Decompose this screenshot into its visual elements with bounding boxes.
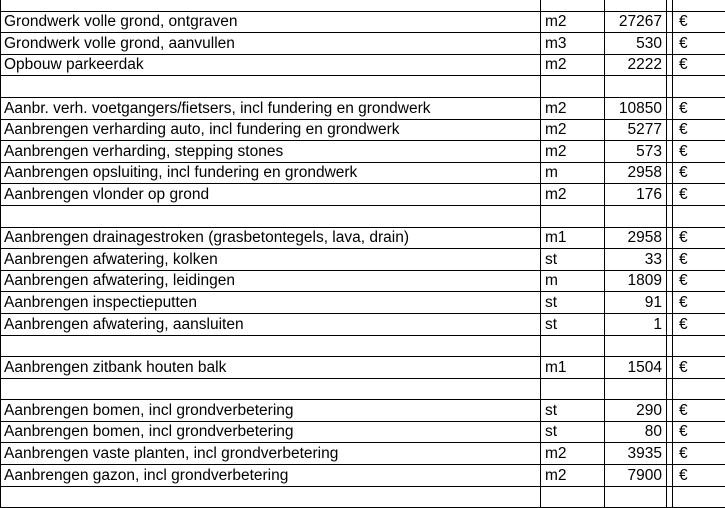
currency-cell: €	[673, 357, 725, 379]
currency-cell: €	[673, 270, 725, 292]
currency-cell	[673, 0, 725, 11]
currency-cell: €	[673, 184, 725, 206]
currency-cell: €	[673, 400, 725, 422]
description-cell: Aanbrengen vlonder op grond	[1, 184, 541, 206]
currency-cell: €	[673, 54, 725, 76]
table-row	[1, 421, 725, 443]
unit-cell: m2	[541, 443, 605, 465]
currency-cell: €	[673, 141, 725, 163]
quantity-cell: 5277	[605, 119, 667, 141]
unit-cell: m2	[541, 97, 605, 119]
description-cell: Aanbrengen verharding, stepping stones	[1, 141, 541, 163]
currency-cell: €	[673, 119, 725, 141]
table-row	[1, 270, 725, 292]
quantity-cell: 1	[605, 313, 667, 335]
description-cell	[1, 76, 541, 98]
unit-cell: m	[541, 270, 605, 292]
table-row	[1, 249, 725, 271]
unit-cell	[541, 76, 605, 98]
currency-cell: €	[673, 421, 725, 443]
unit-cell: m1	[541, 227, 605, 249]
description-cell: Opbouw parkeerdak	[1, 54, 541, 76]
table-row	[1, 119, 725, 141]
currency-cell	[673, 76, 725, 98]
description-cell	[1, 486, 541, 508]
unit-cell: st	[541, 292, 605, 314]
quantity-cell: 2958	[605, 162, 667, 184]
table-row	[1, 205, 725, 227]
description-cell: Aanbrengen zitbank houten balk	[1, 357, 541, 379]
table-row	[1, 97, 725, 119]
unit-cell: m1	[541, 357, 605, 379]
currency-cell: €	[673, 11, 725, 33]
unit-cell: m2	[541, 119, 605, 141]
table-row	[1, 357, 725, 379]
description-cell: Aanbrengen afwatering, kolken	[1, 249, 541, 271]
unit-cell: m2	[541, 465, 605, 487]
table-row	[1, 378, 725, 400]
unit-cell: st	[541, 421, 605, 443]
quantity-cell	[605, 486, 667, 508]
table-row	[1, 400, 725, 422]
description-cell	[1, 335, 541, 357]
description-cell: Aanbrengen bomen, incl grondverbetering	[1, 421, 541, 443]
description-cell: Aanbrengen afwatering, leidingen	[1, 270, 541, 292]
description-cell: Grondwerk volle grond, aanvullen	[1, 33, 541, 55]
quantity-cell: 2222	[605, 54, 667, 76]
description-cell: Aanbrengen opsluiting, incl fundering en grondwerk	[1, 162, 541, 184]
quantity-cell: 27267	[605, 11, 667, 33]
unit-cell: m3	[541, 33, 605, 55]
currency-cell	[673, 486, 725, 508]
unit-cell	[541, 378, 605, 400]
description-cell: Aanbrengen inspectieputten	[1, 292, 541, 314]
table-row	[1, 227, 725, 249]
quantity-cell: 2958	[605, 227, 667, 249]
table-row	[1, 335, 725, 357]
quantity-cell: 3935	[605, 443, 667, 465]
table-row	[1, 292, 725, 314]
table-row-top	[1, 0, 725, 11]
quantity-cell: 1504	[605, 357, 667, 379]
description-cell	[1, 205, 541, 227]
quantity-cell: 33	[605, 249, 667, 271]
table-row	[1, 33, 725, 55]
quantity-cell: 530	[605, 33, 667, 55]
description-cell: Aanbrengen afwatering, aansluiten	[1, 313, 541, 335]
table-row	[1, 486, 725, 508]
quantity-cell	[605, 0, 667, 11]
currency-cell: €	[673, 465, 725, 487]
quantity-cell	[605, 76, 667, 98]
unit-cell	[541, 335, 605, 357]
currency-cell: €	[673, 227, 725, 249]
table-row	[1, 76, 725, 98]
unit-cell: st	[541, 249, 605, 271]
quantity-cell: 10850	[605, 97, 667, 119]
table-row	[1, 141, 725, 163]
unit-cell	[541, 205, 605, 227]
unit-cell: st	[541, 313, 605, 335]
table-row	[1, 54, 725, 76]
currency-cell: €	[673, 162, 725, 184]
quantity-cell: 290	[605, 400, 667, 422]
unit-cell: m	[541, 162, 605, 184]
quantity-cell	[605, 335, 667, 357]
currency-cell	[673, 378, 725, 400]
description-cell: Aanbrengen gazon, incl grondverbetering	[1, 465, 541, 487]
unit-cell: m2	[541, 141, 605, 163]
quantity-cell	[605, 378, 667, 400]
description-cell	[1, 0, 541, 11]
table-row	[1, 162, 725, 184]
table-row	[1, 11, 725, 33]
unit-cell: st	[541, 400, 605, 422]
currency-cell: €	[673, 33, 725, 55]
description-cell	[1, 378, 541, 400]
description-cell: Aanbrengen vaste planten, incl grondverbetering	[1, 443, 541, 465]
table-row	[1, 313, 725, 335]
unit-cell: m2	[541, 11, 605, 33]
currency-cell: €	[673, 313, 725, 335]
currency-cell: €	[673, 249, 725, 271]
quantity-cell: 176	[605, 184, 667, 206]
table-row	[1, 184, 725, 206]
description-cell: Aanbr. verh. voetgangers/fietsers, incl fundering en grondwerk	[1, 97, 541, 119]
quantity-cell: 80	[605, 421, 667, 443]
currency-cell: €	[673, 292, 725, 314]
table-row	[1, 443, 725, 465]
currency-cell	[673, 335, 725, 357]
unit-cell: m2	[541, 54, 605, 76]
table-body	[1, 0, 725, 508]
description-cell: Aanbrengen verharding auto, incl fundering en grondwerk	[1, 119, 541, 141]
unit-cell: m2	[541, 184, 605, 206]
unit-cell	[541, 486, 605, 508]
currency-cell	[673, 205, 725, 227]
quantity-cell: 1809	[605, 270, 667, 292]
unit-cell	[541, 0, 605, 11]
quantity-cell: 91	[605, 292, 667, 314]
currency-cell: €	[673, 443, 725, 465]
description-cell: Grondwerk volle grond, ontgraven	[1, 11, 541, 33]
quantity-cell: 573	[605, 141, 667, 163]
quantity-cell	[605, 205, 667, 227]
currency-cell: €	[673, 97, 725, 119]
description-cell: Aanbrengen drainagestroken (grasbetontegels, lava, drain)	[1, 227, 541, 249]
quantity-cell: 7900	[605, 465, 667, 487]
description-cell: Aanbrengen bomen, incl grondverbetering	[1, 400, 541, 422]
